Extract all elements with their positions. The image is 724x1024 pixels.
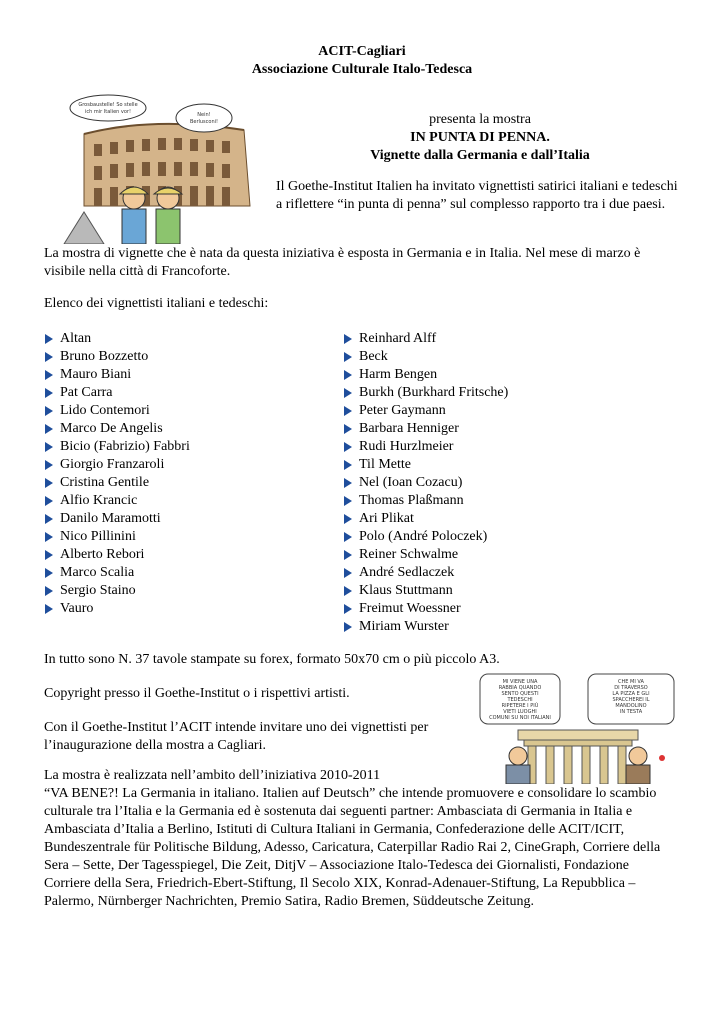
triangle-bullet-icon xyxy=(44,405,54,417)
german-cartoonist-item xyxy=(343,492,683,510)
german-cartoonist-name: Harm Bengen xyxy=(359,367,438,382)
svg-text:RIPETERE I PIÙ: RIPETERE I PIÙ xyxy=(501,703,539,709)
german-cartoonist-name: Miriam Wurster xyxy=(359,619,449,634)
triangle-bullet-icon xyxy=(343,567,353,579)
italian-cartoonist-name: Danilo Maramotti xyxy=(60,511,161,526)
italian-cartoonist-name: Cristina Gentile xyxy=(60,475,150,490)
triangle-bullet-icon xyxy=(343,423,353,435)
italian-cartoonist-name: Alfio Krancic xyxy=(60,493,138,508)
invitation-paragraph: Con il Goethe-Institut l’ACIT intende invitare uno dei vignettisti per l’inaugurazione della mostra a Cagliari. xyxy=(44,720,429,753)
italian-cartoonist-item xyxy=(44,438,334,456)
italian-cartoonist-item xyxy=(44,546,334,564)
german-cartoonist-name: Barbara Henniger xyxy=(359,421,459,436)
italian-cartoonist-item xyxy=(44,474,334,492)
svg-text:RABBIA QUANDO: RABBIA QUANDO xyxy=(498,685,542,691)
german-cartoonist-name: Thomas Plaßmann xyxy=(359,493,464,508)
german-cartoonist-name: Til Mette xyxy=(359,457,411,472)
triangle-bullet-icon xyxy=(343,459,353,471)
german-cartoonists-list xyxy=(343,330,683,636)
german-cartoonist-item xyxy=(343,510,683,528)
german-cartoonist-name: Polo (André Poloczek) xyxy=(359,529,488,544)
triangle-bullet-icon xyxy=(44,567,54,579)
italian-cartoonist-name: Altan xyxy=(60,331,92,346)
triangle-bullet-icon xyxy=(44,459,54,471)
exhibition-subtitle: Vignette dalla Germania e dall’Italia xyxy=(370,148,590,163)
italian-cartoonist-item xyxy=(44,420,334,438)
german-cartoonist-item xyxy=(343,330,683,348)
italian-cartoonist-name: Sergio Staino xyxy=(60,583,136,598)
svg-text:VIETI LUOGHI: VIETI LUOGHI xyxy=(503,709,537,715)
italian-cartoonist-name: Bicio (Fabrizio) Fabbri xyxy=(60,439,190,454)
exhibition-announcement xyxy=(300,111,660,165)
svg-text:CHE MI VA: CHE MI VA xyxy=(618,679,644,685)
triangle-bullet-icon xyxy=(44,441,54,453)
svg-text:Nein!: Nein! xyxy=(197,112,211,118)
svg-text:LA PIZZA E GLI: LA PIZZA E GLI xyxy=(612,691,650,697)
triangle-bullet-icon xyxy=(343,585,353,597)
german-cartoonist-name: Burkh (Burkhard Fritsche) xyxy=(359,385,509,400)
svg-text:DI TRAVERSO: DI TRAVERSO xyxy=(614,685,648,691)
italian-cartoonist-name: Marco Scalia xyxy=(60,565,135,580)
triangle-bullet-icon xyxy=(343,387,353,399)
exhibition-title: IN PUNTA DI PENNA. xyxy=(410,130,550,145)
triangle-bullet-icon xyxy=(343,369,353,381)
svg-text:COMUNI SU NOI ITALIANI: COMUNI SU NOI ITALIANI xyxy=(489,715,551,721)
italian-cartoonist-name: Alberto Rebori xyxy=(60,547,145,562)
italian-cartoonist-item xyxy=(44,330,334,348)
triangle-bullet-icon xyxy=(44,369,54,381)
partners-line-1: La mostra è realizzata nell’ambito dell’iniziativa 2010-2011 xyxy=(44,768,381,783)
italian-cartoonist-name: Bruno Bozzetto xyxy=(60,349,149,364)
triangle-bullet-icon xyxy=(44,333,54,345)
german-cartoonist-name: Rudi Hurzlmeier xyxy=(359,439,454,454)
german-cartoonist-name: Reiner Schwalme xyxy=(359,547,459,562)
italian-cartoonist-item xyxy=(44,600,334,618)
german-cartoonist-item xyxy=(343,564,683,582)
german-cartoonist-item xyxy=(343,402,683,420)
triangle-bullet-icon xyxy=(343,531,353,543)
german-cartoonist-item xyxy=(343,348,683,366)
colosseum-cartoon xyxy=(44,94,262,244)
copyright-paragraph: Copyright presso il Goethe-Institut o i rispettivi artisti. xyxy=(44,686,350,701)
triangle-bullet-icon xyxy=(44,585,54,597)
partners-paragraph: “VA BENE?! La Germania in italiano. Italien auf Deutsch” che intende promuovere e consolidare lo scambio culturale tra l’Italia e la Germania ed è sostenuta dai seguenti partner: Ambasciata di Germania in Italia e Ambasciata d’Italia a Berlino, Istituti di Cultura Italiani in Germania, Confederazione delle ACIT/ICIT, Bundeszentrale für Politische Bildung, Adesso, Caricatura, Caterpillar Radio Rai 2, CineGraph, Corriere della Sera – Sette, Der Tagesspiegel, Die Zeit, DitjV – Associazione Italo-Tedesca dei Giornalisti, Fondazione Corriere della Sera, Friedrich-Ebert-Stiftung, Il Secolo XIX, Konrad-Adenauer-Stiftung, La Repubblica – Palermo, Nürnberger Nachrichten, Premio Satira, Radio Bremen, Süddeutsche Zeitung. xyxy=(44,786,661,909)
german-cartoonist-name: Beck xyxy=(359,349,388,364)
triangle-bullet-icon xyxy=(44,513,54,525)
triangle-bullet-icon xyxy=(343,405,353,417)
italian-cartoonist-name: Nico Pillinini xyxy=(60,529,136,544)
triangle-bullet-icon xyxy=(343,549,353,561)
presents-line: presenta la mostra xyxy=(429,112,531,127)
italian-cartoonist-name: Pat Carra xyxy=(60,385,113,400)
german-cartoonist-item xyxy=(343,474,683,492)
italian-cartoonist-item xyxy=(44,348,334,366)
triangle-bullet-icon xyxy=(44,351,54,363)
triangle-bullet-icon xyxy=(343,351,353,363)
triangle-bullet-icon xyxy=(343,495,353,507)
svg-text:IN TESTA: IN TESTA xyxy=(619,709,643,715)
triangle-bullet-icon xyxy=(343,513,353,525)
triangle-bullet-icon xyxy=(343,333,353,345)
german-cartoonist-item xyxy=(343,600,683,618)
italian-cartoonist-name: Marco De Angelis xyxy=(60,421,163,436)
svg-text:MANDOLINO: MANDOLINO xyxy=(615,703,647,709)
svg-text:Grosbaustelle! So stelle: Grosbaustelle! So stelle xyxy=(78,102,138,108)
triangle-bullet-icon xyxy=(343,603,353,615)
triangle-bullet-icon xyxy=(343,477,353,489)
triangle-bullet-icon xyxy=(44,531,54,543)
german-cartoonist-item xyxy=(343,384,683,402)
document-header xyxy=(0,43,724,79)
svg-text:MI VIENE UNA: MI VIENE UNA xyxy=(502,679,538,685)
triangle-bullet-icon xyxy=(44,603,54,615)
german-cartoonist-item xyxy=(343,366,683,384)
italian-cartoonist-item xyxy=(44,528,334,546)
german-cartoonist-item xyxy=(343,438,683,456)
org-short-name: ACIT-Cagliari xyxy=(318,44,406,59)
italian-cartoonist-name: Lido Contemori xyxy=(60,403,150,418)
svg-text:SENTO QUESTI: SENTO QUESTI xyxy=(501,691,539,697)
triangle-bullet-icon xyxy=(44,495,54,507)
italian-cartoonist-item xyxy=(44,456,334,474)
italian-cartoonist-item xyxy=(44,582,334,600)
german-cartoonist-item xyxy=(343,528,683,546)
italian-cartoonist-name: Giorgio Franzaroli xyxy=(60,457,165,472)
italian-cartoonist-item xyxy=(44,564,334,582)
intro-paragraph: Il Goethe-Institut Italien ha invitato vignettisti satirici italiani e tedeschi a riflettere “in punta di penna” sul complesso rapporto tra i due paesi. xyxy=(276,179,678,212)
list-heading: Elenco dei vignettisti italiani e tedeschi: xyxy=(44,296,269,311)
brandenburg-gate-cartoon xyxy=(478,672,678,784)
triangle-bullet-icon xyxy=(44,549,54,561)
german-cartoonist-name: Reinhard Alff xyxy=(359,331,437,346)
german-cartoonist-name: Ari Plikat xyxy=(359,511,414,526)
svg-text:Berlusconi!: Berlusconi! xyxy=(189,119,219,125)
german-cartoonist-name: Peter Gaymann xyxy=(359,403,446,418)
exhibition-location-paragraph: La mostra di vignette che è nata da questa iniziativa è esposta in Germania e in Italia. Nel mese di marzo è visibile nella città di Francoforte. xyxy=(44,246,641,279)
german-cartoonist-item xyxy=(343,618,683,636)
svg-text:ich mir Italien vor!: ich mir Italien vor! xyxy=(85,109,131,115)
italian-cartoonist-item xyxy=(44,402,334,420)
german-cartoonist-name: André Sedlaczek xyxy=(359,565,455,580)
german-cartoonist-item xyxy=(343,420,683,438)
italian-cartoonist-item xyxy=(44,492,334,510)
german-cartoonist-name: Nel (Ioan Cozacu) xyxy=(359,475,463,490)
italian-cartoonist-item xyxy=(44,366,334,384)
triangle-bullet-icon xyxy=(343,441,353,453)
italian-cartoonist-name: Vauro xyxy=(60,601,94,616)
triangle-bullet-icon xyxy=(44,387,54,399)
italian-cartoonist-item xyxy=(44,384,334,402)
italian-cartoonist-name: Mauro Biani xyxy=(60,367,132,382)
triangle-bullet-icon xyxy=(343,621,353,633)
german-cartoonist-item xyxy=(343,456,683,474)
svg-text:SPACCHEREI IL: SPACCHEREI IL xyxy=(612,697,650,703)
svg-text:TEDESCHI: TEDESCHI xyxy=(507,697,533,703)
total-panels-paragraph: In tutto sono N. 37 tavole stampate su forex, formato 50x70 cm o più piccolo A3. xyxy=(44,652,500,667)
triangle-bullet-icon xyxy=(44,477,54,489)
german-cartoonist-item xyxy=(343,582,683,600)
org-full-name: Associazione Culturale Italo-Tedesca xyxy=(251,62,473,77)
italian-cartoonist-item xyxy=(44,510,334,528)
italian-cartoonists-list xyxy=(44,330,334,618)
triangle-bullet-icon xyxy=(44,423,54,435)
german-cartoonist-item xyxy=(343,546,683,564)
german-cartoonist-name: Klaus Stuttmann xyxy=(359,583,453,598)
german-cartoonist-name: Freimut Woessner xyxy=(359,601,461,616)
